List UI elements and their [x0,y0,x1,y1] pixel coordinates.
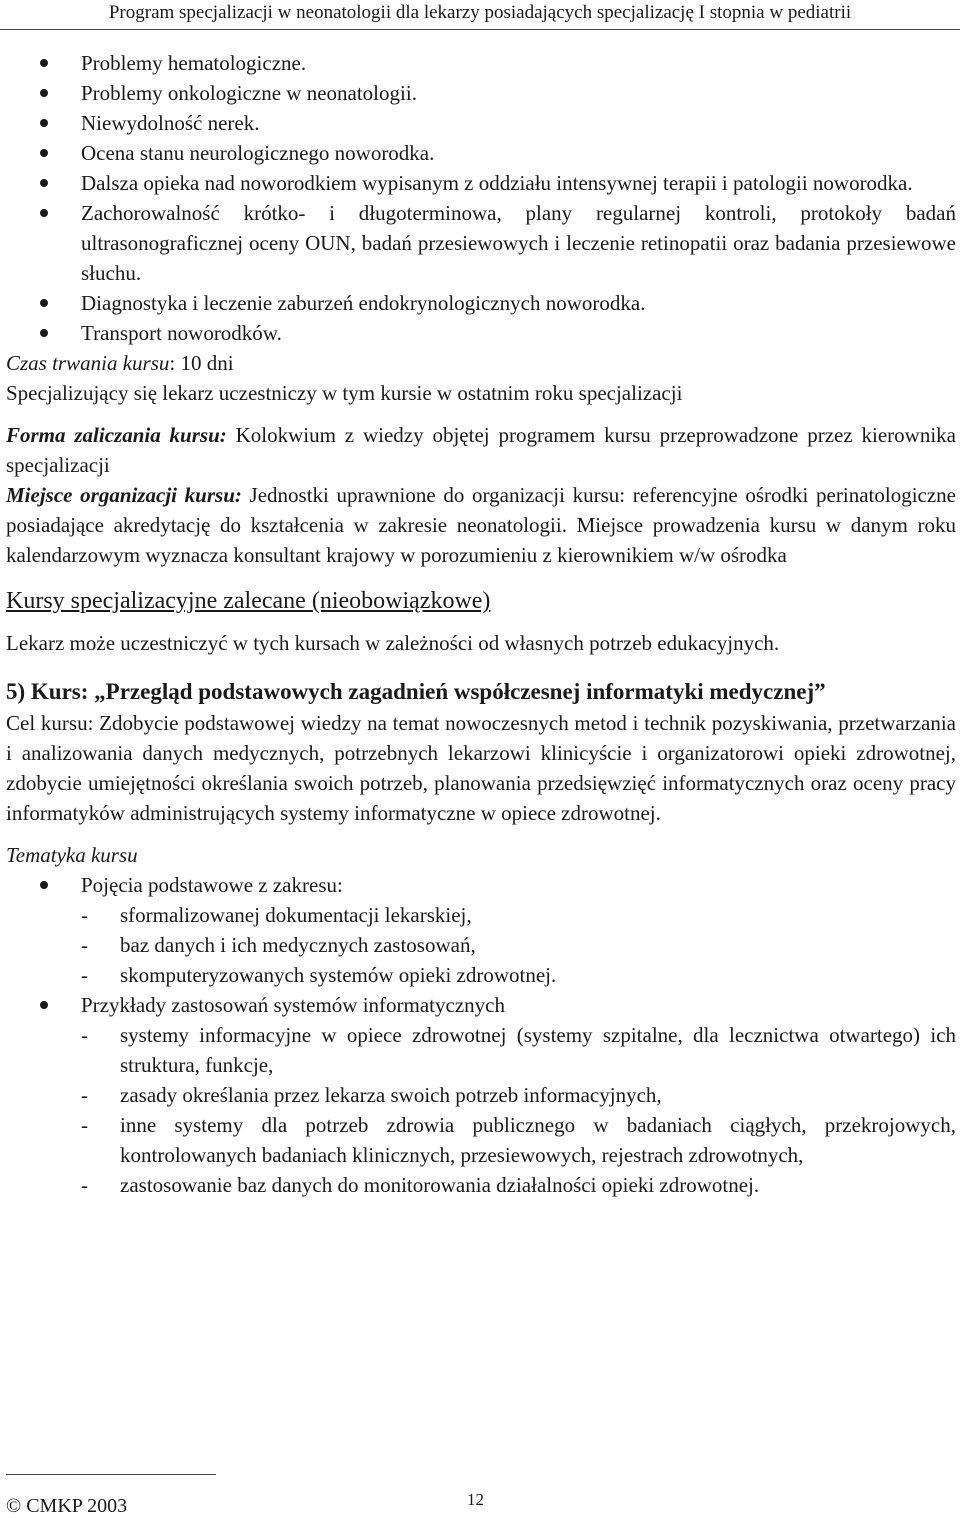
topic-label: Pojęcia podstawowe z zakresu: [81,873,343,897]
location-label: Miejsce organizacji kursu: [6,483,242,507]
topic-label: Przykłady zastosowań systemów informatycznych [81,993,505,1017]
course-topics-list [6,870,956,1200]
page-content [6,48,956,1200]
bullet-icon [40,59,48,67]
dash-icon: - [81,963,88,987]
sub-list-item: - zastosowanie baz danych do monitorowania działalności opieki zdrowotnej. [81,1170,956,1200]
dash-icon: - [81,1113,88,1137]
assessment-label: Forma zaliczania kursu: [6,423,227,447]
dash-icon: - [81,1083,88,1107]
sub-list-item: - sformalizowanej dokumentacji lekarskiej, [81,900,956,930]
list-item: Zachorowalność krótko- i długoterminowa, plany regularnej kontroli, protokoły badań ultrasonograficznej oceny OUN, badań przesiewowych i leczenie retinopatii oraz badania przesiewowe słuchu. [6,198,956,288]
course-topics-heading: Tematyka kursu [6,843,138,867]
sub-list-item: - skomputeryzowanych systemów opieki zdrowotnej. [81,960,956,990]
course-duration-label: Czas trwania kursu [6,351,170,375]
dash-icon: - [81,1173,88,1197]
page-header [0,0,960,30]
list-item [6,870,956,990]
participation-note: Specjalizujący się lekarz uczestniczy w tym kursie w ostatnim roku specjalizacji [6,381,683,405]
sub-list [81,900,956,990]
list-item: Ocena stanu neurologicznego noworodka. [6,138,956,168]
course-title: 5) Kurs: „Przegląd podstawowych zagadnień współczesnej informatyki medycznej” [6,679,826,704]
sub-list-item: - systemy informacyjne w opiece zdrowotnej (systemy szpitalne, dla lecznictwa otwartego) ich struktura, funkcje, [81,1020,956,1080]
dash-icon: - [81,1023,88,1047]
copyright: © CMKP 2003 [6,1495,128,1517]
course-duration-value: : 10 dni [169,351,234,375]
list-item: Transport noworodków. [6,318,956,348]
optional-courses-intro: Lekarz może uczestniczyć w tych kursach w zależności od własnych potrzeb edukacyjnych. [6,631,780,655]
bullet-icon [40,881,48,889]
header-title: Program specjalizacji w neonatologii dla lekarzy posiadających specjalizację I stopnia w pediatrii [108,2,852,23]
sub-list [81,1020,956,1200]
bullet-icon [40,299,48,307]
page-number: 12 [467,1490,484,1509]
dash-icon: - [81,933,88,957]
bullet-icon [40,179,48,187]
bullet-icon [40,209,48,217]
list-item: Dalsza opieka nad noworodkiem wypisanym z oddziału intensywnej terapii i patologii noworodka. [6,168,956,198]
list-item [6,990,956,1200]
list-item: Problemy onkologiczne w neonatologii. [6,78,956,108]
course-duration [6,348,956,378]
assessment-paragraph [6,420,956,480]
dash-icon: - [81,903,88,927]
bullet-icon [40,89,48,97]
bullet-icon [40,1001,48,1009]
sub-list-item: - inne systemy dla potrzeb zdrowia publicznego w badaniach ciągłych, przekrojowych, kontrolowanych badaniach klinicznych, przesiewowych, rejestrach zdrowotnych, [81,1110,956,1170]
bullet-icon [40,149,48,157]
assessment-text: Kolokwium z wiedzy objętej programem kursu przeprowadzone przez kierownika specjalizacji [6,423,956,477]
sub-list-item: - zasady określania przez lekarza swoich potrzeb informacyjnych, [81,1080,956,1110]
neonatal-topics-list [6,48,956,348]
location-paragraph [6,480,956,570]
sub-list-item: - baz danych i ich medycznych zastosowań, [81,930,956,960]
footer-divider [6,1474,216,1475]
bullet-icon [40,119,48,127]
course-goal: Cel kursu: Zdobycie podstawowej wiedzy na temat nowoczesnych metod i technik pozyskiwania, przetwarzania i analizowania danych medycznych, potrzebnych lekarzowi klinicyście i organizatorowi opieki zdrowotnej, zdobycie umiejętności określania swoich potrzeb, planowania przedsięwzięć informatycznych oraz oceny pracy informatyków administrujących systemy informatyczne w opiece zdrowotnej. [6,711,956,825]
optional-courses-heading: Kursy specjalizacyjne zalecane (nieobowiązkowe) [6,588,491,614]
list-item: Problemy hematologiczne. [6,48,956,78]
list-item: Diagnostyka i leczenie zaburzeń endokrynologicznych noworodka. [6,288,956,318]
location-text: Jednostki uprawnione do organizacji kursu: referencyjne ośrodki perinatologiczne posiadające akredytację do kształcenia w zakresie neonatologii. Miejsce prowadzenia kursu w danym roku kalendarzowym wyznacza konsultant krajowy w porozumieniu z kierownikiem w/w ośrodka [6,483,956,567]
list-item: Niewydolność nerek. [6,108,956,138]
bullet-icon [40,329,48,337]
page-footer [0,1474,960,1517]
